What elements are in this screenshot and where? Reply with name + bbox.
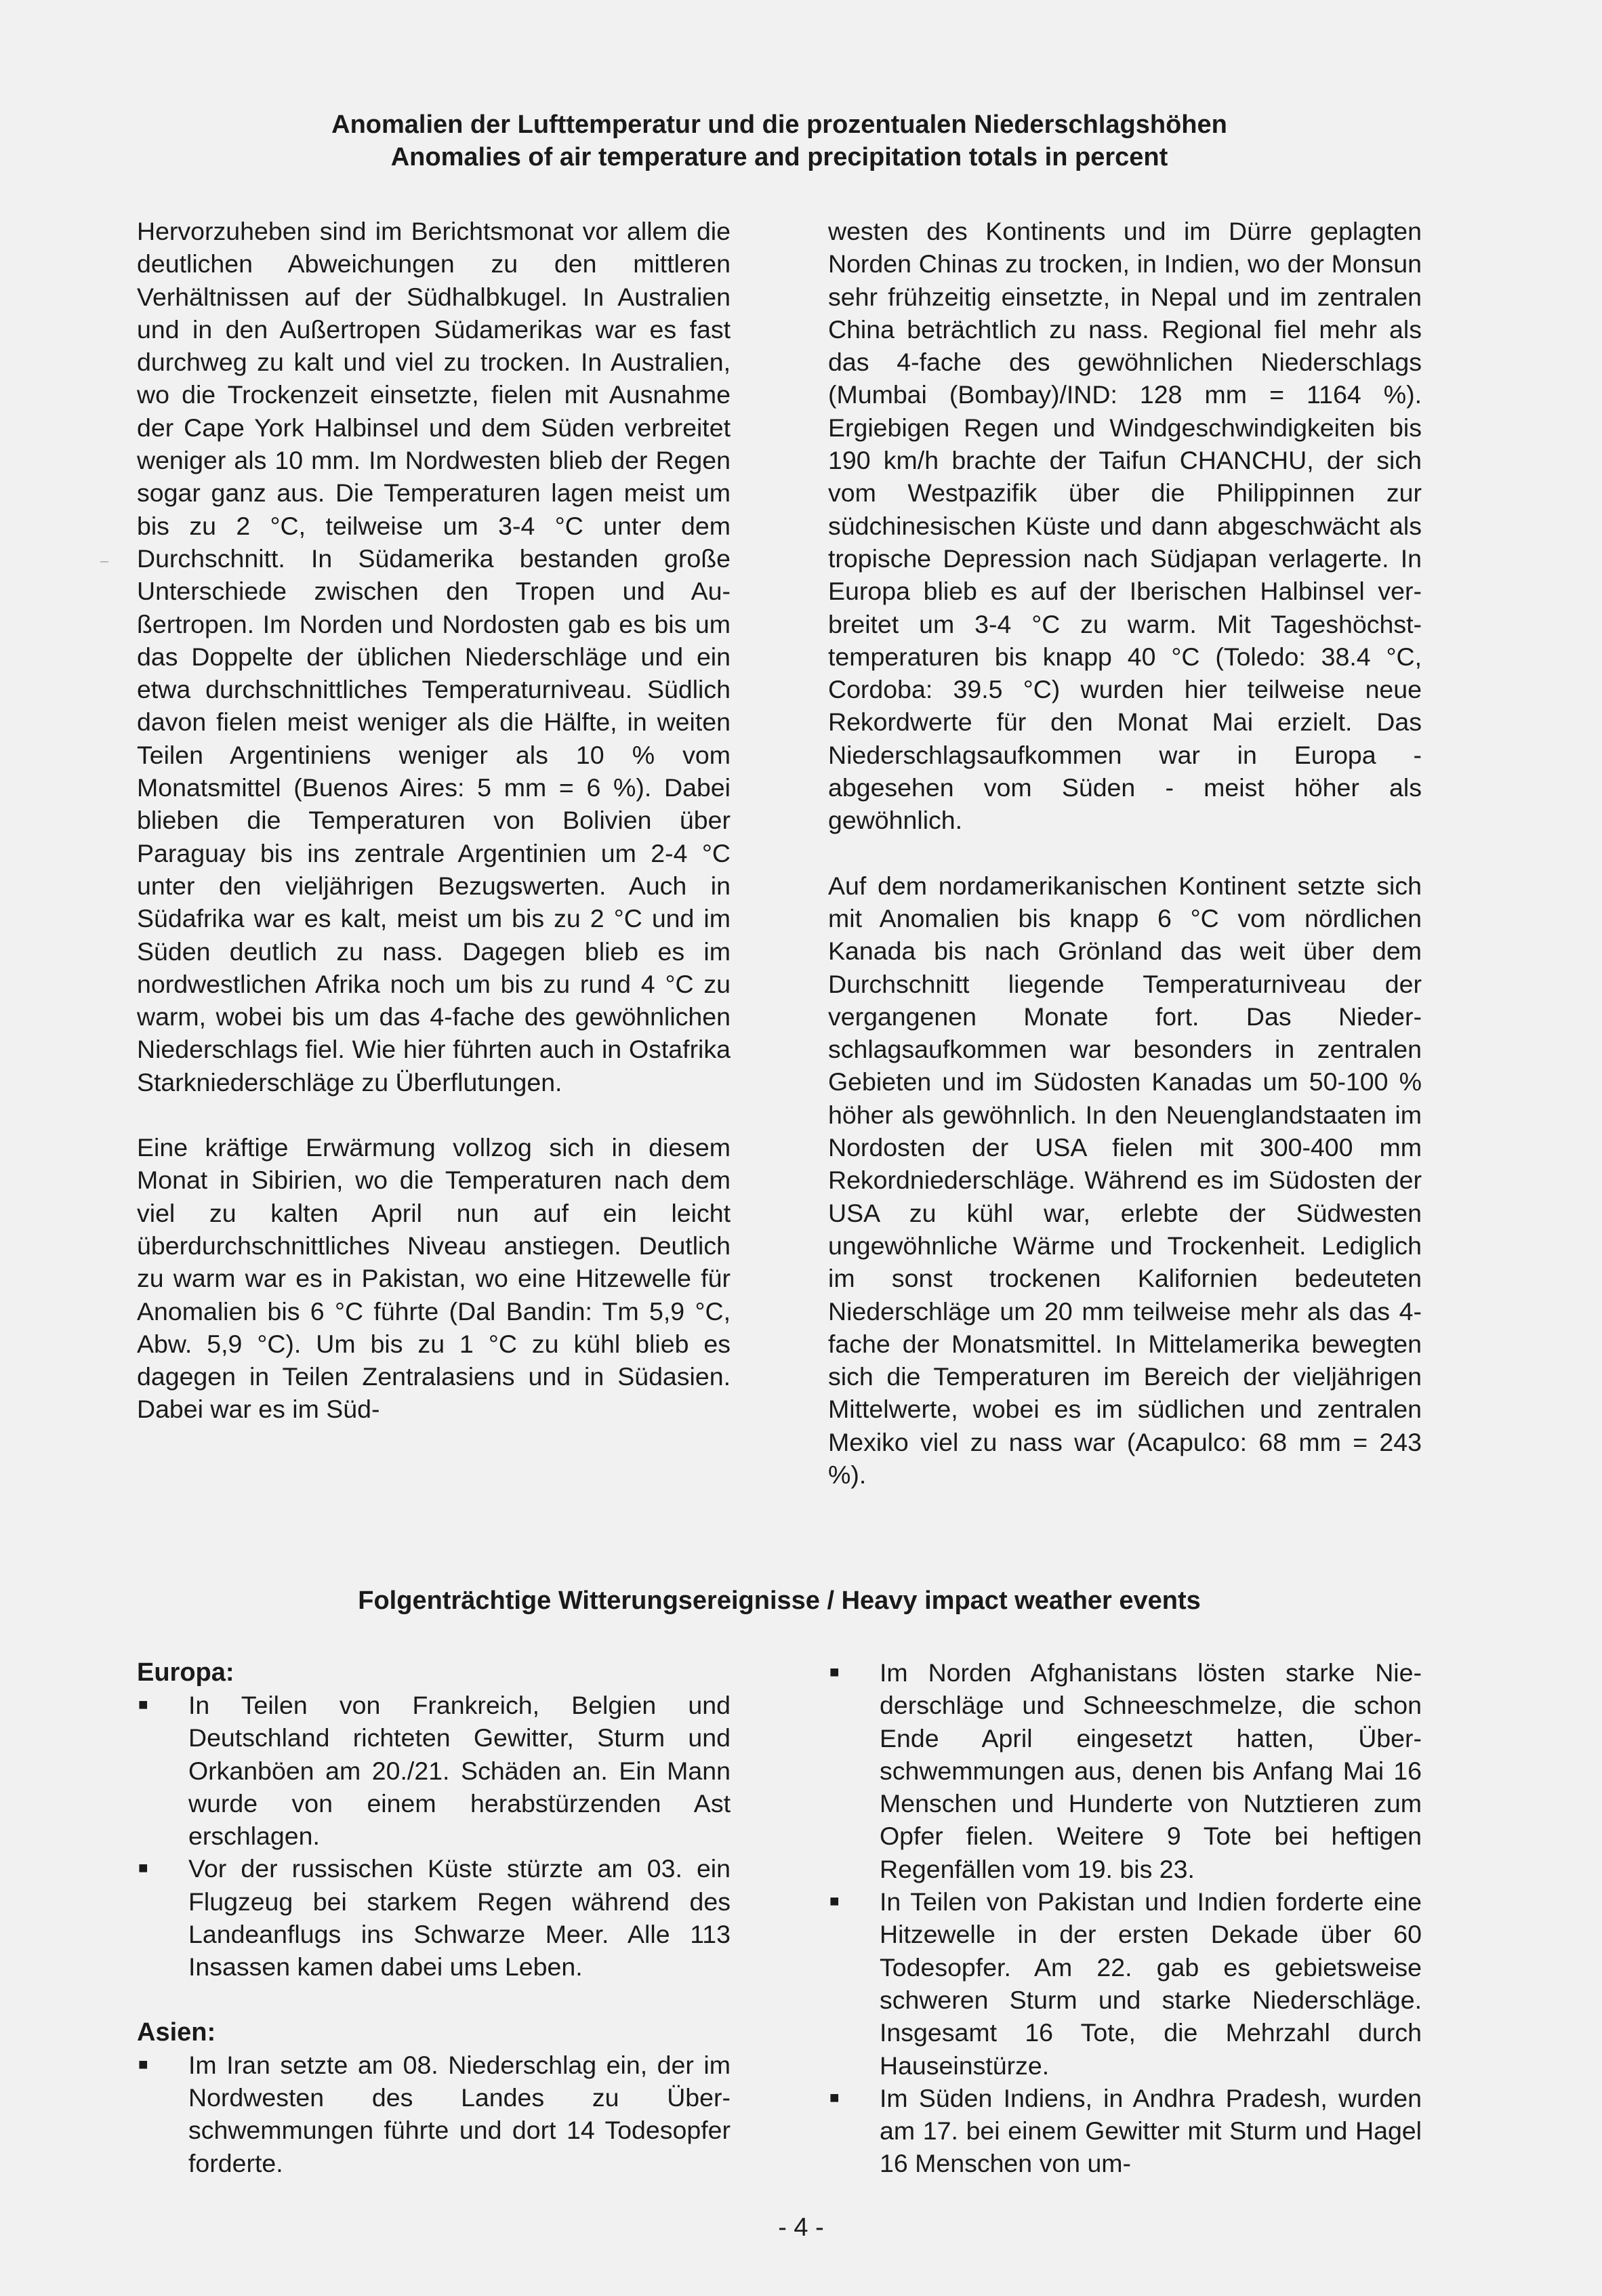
region-label-europe: Europa: — [137, 1658, 234, 1687]
scan-mark — [100, 561, 108, 562]
bullet-icon: ■ — [829, 1892, 840, 1911]
left-column — [137, 215, 731, 1426]
right-column — [828, 215, 1422, 1491]
event-item: ■ In Teilen von Pakistan und Indien forderte eine Hitzewelle in der ersten Dekade über 60 Todesopfer. Am 22. gab es gebietsweise schweren Sturm und starke Niederschläge. Insgesamt 16 Tote, die Mehrzahl durch Hauseinstürze. — [828, 1885, 1422, 2082]
title-german: Anomalien der Lufttemperatur und die prozentualen Niederschlagshöhen — [331, 110, 1227, 139]
event-item: ■ Vor der russischen Küste stürzte am 03. ein Flugzeug bei starkem Regen während des Landeanflugs ins Schwarze Meer. Alle 113 Insassen kamen dabei ums Leben. — [137, 1852, 731, 1983]
bullet-icon: ■ — [829, 1663, 840, 1681]
title-english: Anomalies of air temperature and precipitation totals in percent — [390, 143, 1168, 171]
event-item: ■ Im Norden Afghanistans lösten starke Niederschläge und Schneeschmelze, die schon Ende April eingesetzt hatten, Überschwemmungen aus, denen bis Anfang Mai 16 Menschen und Hunderte von Nutztieren zum Opfer fielen. Weitere 9 Tote bei heftigen Regenfällen vom 19. bis 23. — [828, 1656, 1422, 1885]
events-right-column — [828, 1656, 1422, 2180]
events-left-column — [137, 1656, 731, 2179]
paragraph: Eine kräftige Erwärmung vollzog sich in diesem Monat in Sibirien, wo die Temperaturen nach dem viel zu kalten April nun auf ein leicht überdurchschnittliches Niveau anstiegen. Deutlich zu warm war es in Pakistan, wo eine Hitzewelle für Anomalien bis 6 °C führte (Dal Bandin: Tm 5,9 °C, Abw. 5,9 °C). Um bis zu 1 °C zu kühl blieb es dagegen in Teilen Zentralasiens und in Südasien. Dabei war es im Süd- — [137, 1133, 731, 1424]
paragraph: Auf dem nordamerikanischen Kontinent setzte sich mit Anomalien bis knapp 6 °C vom nördlichen Kanada bis nach Grönland das weit über dem Durchschnitt liegende Temperaturniveau der vergangenen Monate fort. Das Niederschlagsaufkommen war besonders in zentralen Gebieten und im Südosten Kanadas um 50-100 % höher als gewöhnlich. In den Neuenglandstaaten im Nordosten der USA fielen mit 300-400 mm Rekordniederschläge. Während es im Südosten der USA zu kühl war, erlebte der Südwesten ungewöhnliche Wärme und Trockenheit. Lediglich im sonst trockenen Kalifornien bedeuteten Niederschläge um 20 mm teilweise mehr als das 4-fache der Monatsmittel. In Mittelamerika bewegten sich die Temperaturen im Bereich der vieljährigen Mittelwerte, wobei es im südlichen und zentralen Mexiko viel zu nass war (Acapulco: 68 mm = 243 %). — [828, 871, 1422, 1489]
events-title: Folgenträchtige Witterungsereignisse / Heavy impact weather events — [358, 1586, 1201, 1615]
event-item: ■ Im Süden Indiens, in Andhra Pradesh, wurden am 17. bei einem Gewitter mit Sturm und Hagel 16 Menschen von um- — [828, 2082, 1422, 2180]
page-number: - 4 - — [778, 2213, 824, 2242]
bullet-icon: ■ — [138, 1696, 148, 1714]
paragraph: westen des Kontinents und im Dürre geplagten Norden Chinas zu trocken, in Indien, wo der Monsun sehr frühzeitig einsetzte, in Nepal und im zentralen China beträchtlich zu nass. Regional fiel mehr als das 4-fache des gewöhnlichen Niederschlags (Mumbai (Bombay)/IND: 128 mm = 1164 %). Ergiebigen Regen und Windgeschwindigkeiten bis 190 km/h brachte der Taifun CHANCHU, der sich vom Westpazifik über die Philippinnen zur südchinesischen Küste und dann abgeschwächt als tropische Depression nach Südjapan verlagerte. In Europa blieb es auf der Iberischen Halbinsel verbreitet um 3-4 °C zu warm. Mit Tageshöchsttemperaturen bis knapp 40 °C (Toledo: 38.4 °C, Cordoba: 39.5 °C) wurden hier teilweise neue Rekordwerte für den Monat Mai erzielt. Das Niederschlagsaufkommen war in Europa - abgesehen vom Süden - meist höher als gewöhnlich. — [828, 217, 1422, 835]
event-list-europe — [137, 1689, 731, 1984]
event-item: ■ In Teilen von Frankreich, Belgien und Deutschland richteten Gewitter, Sturm und Orkanböen am 20./21. Schäden an. Ein Mann wurde von einem herabstürzenden Ast erschlagen. — [137, 1689, 731, 1852]
bullet-icon: ■ — [138, 1859, 148, 1878]
bullet-icon: ■ — [138, 2055, 148, 2074]
bullet-icon: ■ — [829, 2088, 840, 2107]
section-title — [136, 108, 1423, 173]
region-label-asia: Asien: — [137, 2017, 216, 2047]
event-item: ■ Im Iran setzte am 08. Niederschlag ein, der im Nordwesten des Landes zu Überschwemmungen führte und dort 14 Todesopfer forderte. — [137, 2049, 731, 2179]
event-list-asia — [137, 2049, 731, 2179]
paragraph: Hervorzuheben sind im Berichtsmonat vor allem die deutlichen Abweichungen zu den mittleren Verhältnissen auf der Südhalbkugel. In Australien und in den Außertropen Südamerikas war es fast durchweg zu kalt und viel zu trocken. In Australien, wo die Trockenzeit einsetzte, fielen mit Ausnahme der Cape York Halbinsel und dem Süden verbreitet weniger als 10 mm. Im Nordwesten blieb der Regen sogar ganz aus. Die Temperaturen lagen meist um bis zu 2 °C, teilweise um 3-4 °C unter dem Durchschnitt. In Südamerika bestanden große Unterschiede zwischen den Tropen und Außertropen. Im Norden und Nordosten gab es bis um das Doppelte der üblichen Niederschläge und ein etwa durchschnittliches Temperaturniveau. Südlich davon fielen meist weniger als die Hälfte, in weiten Teilen Argentiniens weniger als 10 % vom Monatsmittel (Buenos Aires: 5 mm = 6 %). Dabei blieben die Temperaturen von Bolivien über Paraguay bis ins zentrale Argentinien um 2-4 °C unter den vieljährigen Bezugswerten. Auch in Südafrika war es kalt, meist um bis zu 2 °C und im Süden deutlich zu nass. Dagegen blieb es im nordwestlichen Afrika noch um bis zu rund 4 °C zu warm, wobei bis um das 4-fache des gewöhnlichen Niederschlags fiel. Wie hier führten auch in Ostafrika Starkniederschläge zu Überflutungen. — [137, 217, 731, 1096]
event-list-asia-continued — [828, 1656, 1422, 2180]
